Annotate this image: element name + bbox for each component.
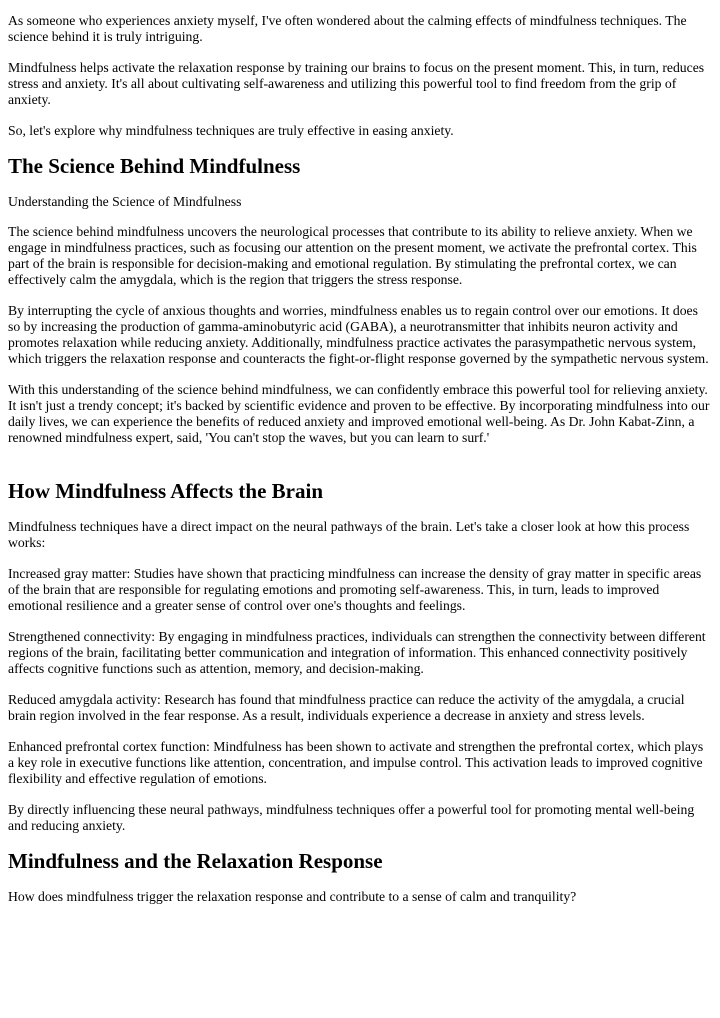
brain-heading: How Mindfulness Affects the Brain (8, 479, 323, 503)
brain-paragraph-3: Strengthened connectivity: By engaging in mindfulness practices, individuals can strengthen the connectivity between different regions of the brain, facilitating better communication and integration of information. This enhanced connectivity positively affects cognitive functions such as attention, memory, and decision-making. (8, 629, 706, 676)
science-paragraph-1: The science behind mindfulness uncovers the neurological processes that contribute to its ability to relieve anxiety. When we engage in mindfulness practices, such as focusing our attention on the present moment, we activate the prefrontal cortex. This part of the brain is responsible for decision-making and emotional regulation. By stimulating the prefrontal cortex, we can effectively calm the amygdala, which is the region that triggers the stress response. (8, 224, 697, 287)
science-paragraph-3: With this understanding of the science behind mindfulness, we can confidently embrace this powerful tool for relieving anxiety. It isn't just a trendy concept; it's backed by scientific evidence and proven to be effective. By incorporating mindfulness into our daily lives, we can experience the benefits of reduced anxiety and improved emotional well-being. As Dr. John Kabat-Zinn, a renowned mindfulness expert, said, 'You can't stop the waves, but you can learn to surf.' (8, 382, 710, 445)
intro-paragraph-2: Mindfulness helps activate the relaxation response by training our brains to focus on the present moment. This, in turn, reduces stress and anxiety. It's all about cultivating self-awareness and utilizing this powerful tool to find freedom from the grip of anxiety. (8, 60, 705, 107)
brain-paragraph-6: By directly influencing these neural pathways, mindfulness techniques offer a powerful tool for promoting mental well-being and reducing anxiety. (8, 802, 695, 833)
brain-paragraph-5: Enhanced prefrontal cortex function: Mindfulness has been shown to activate and strengthen the prefrontal cortex, which plays a key role in executive functions like attention, concentration, and impulse control. This activation leads to improved cognitive flexibility and effective regulation of emotions. (8, 739, 704, 786)
intro-paragraph-3: So, let's explore why mindfulness techniques are truly effective in easing anxiety. (8, 123, 454, 138)
brain-paragraph-1: Mindfulness techniques have a direct impact on the neural pathways of the brain. Let's take a closer look at how this process works: (8, 519, 690, 550)
brain-paragraph-4: Reduced amygdala activity: Research has found that mindfulness practice can reduce the activity of the amygdala, a crucial brain region involved in the fear response. As a result, individuals experience a decrease in anxiety and stress levels. (8, 692, 685, 723)
relaxation-heading: Mindfulness and the Relaxation Response (8, 849, 383, 873)
brain-paragraph-2: Increased gray matter: Studies have shown that practicing mindfulness can increase the density of gray matter in specific areas of the brain that are responsible for regulating emotions and promoting self-awareness. This, in turn, leads to improved emotional resilience and a greater sense of control over one's thoughts and feelings. (8, 566, 702, 613)
science-paragraph-2: By interrupting the cycle of anxious thoughts and worries, mindfulness enables us to regain control over our emotions. It does so by increasing the production of gamma-aminobutyric acid (GABA), a neurotransmitter that inhibits neuron activity and promotes relaxation while reducing anxiety. Additionally, mindfulness practice activates the parasympathetic nervous system, which triggers the relaxation response and counteracts the fight-or-flight response governed by the sympathetic nervous system. (8, 303, 709, 366)
science-subheading: Understanding the Science of Mindfulness (8, 194, 242, 209)
relaxation-paragraph-1: How does mindfulness trigger the relaxation response and contribute to a sense of calm and tranquility? (8, 889, 577, 904)
intro-paragraph-1: As someone who experiences anxiety myself, I've often wondered about the calming effects of mindfulness techniques. The science behind it is truly intriguing. (8, 13, 687, 44)
science-heading: The Science Behind Mindfulness (8, 154, 301, 178)
